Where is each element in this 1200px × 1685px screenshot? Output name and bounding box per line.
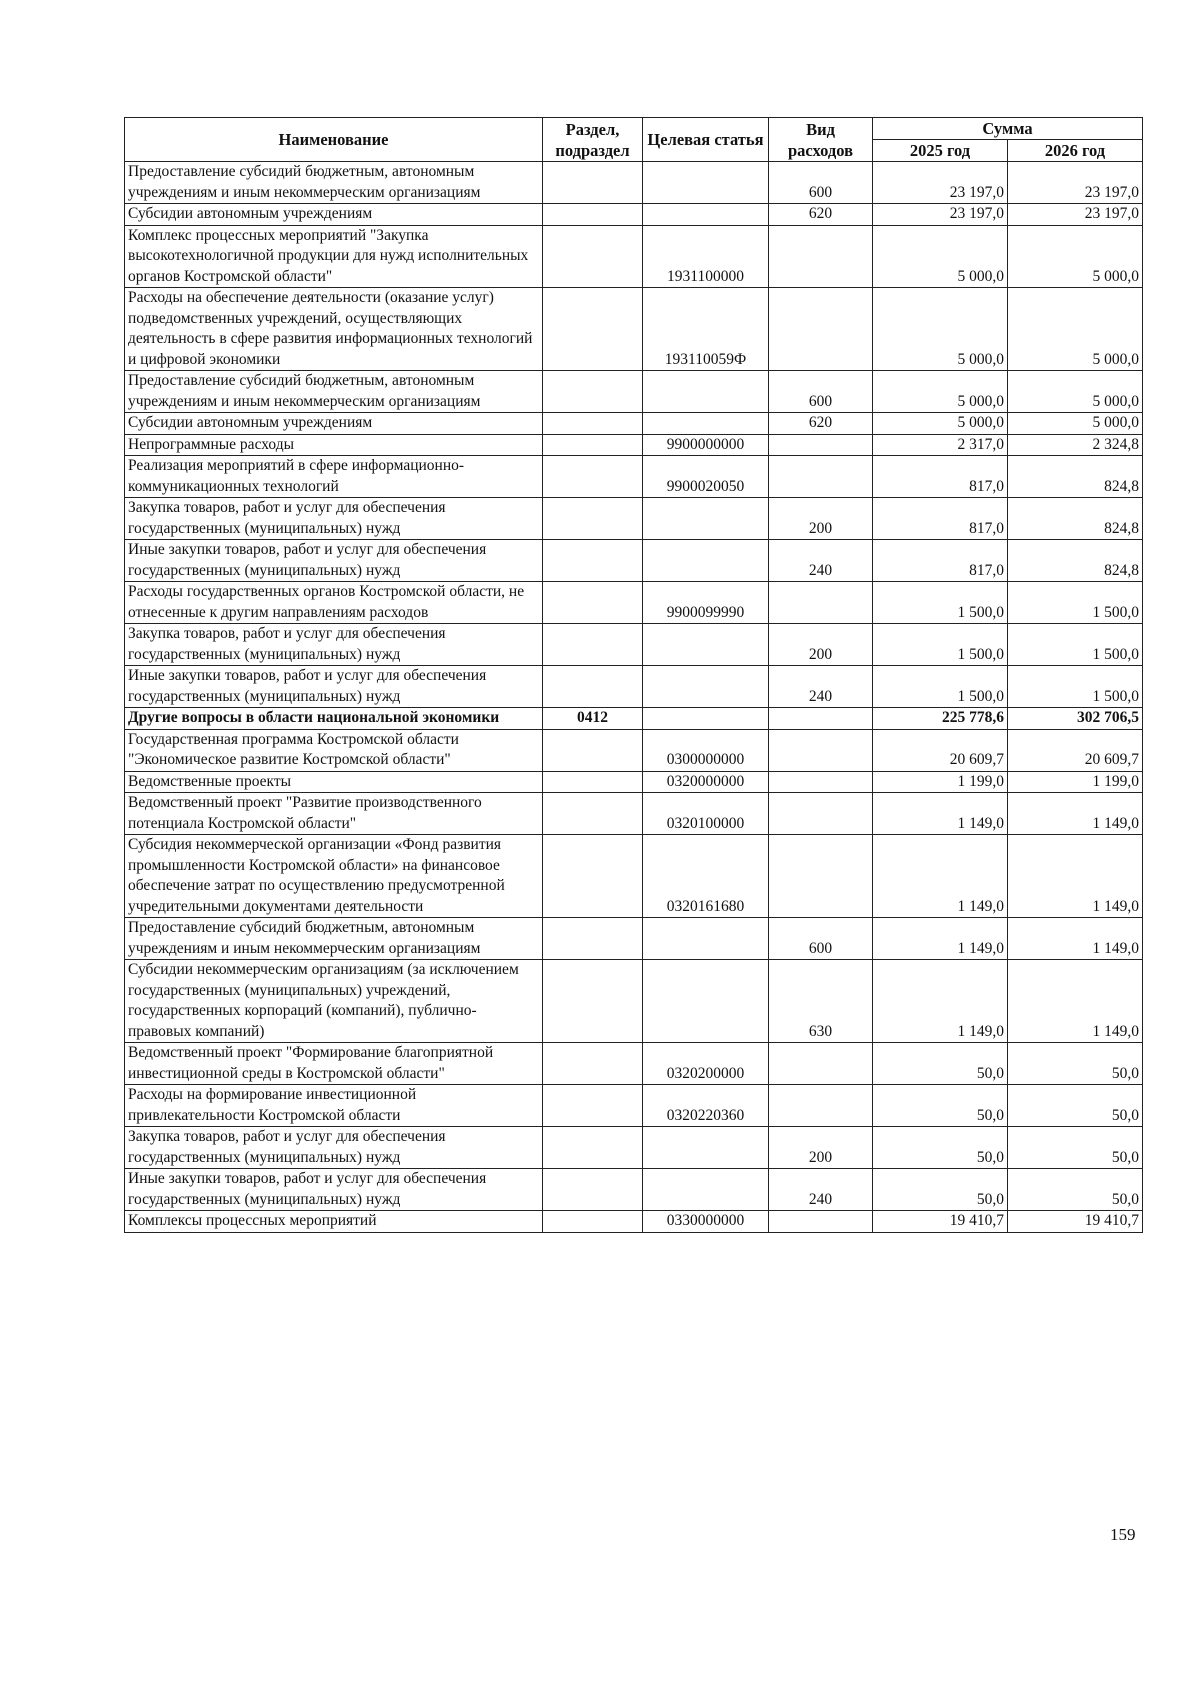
cell-section	[543, 960, 643, 1043]
cell-target: 0320100000	[643, 793, 769, 835]
cell-name: Другие вопросы в области национальной экономики	[125, 708, 543, 730]
cell-section	[543, 835, 643, 918]
cell-target	[643, 1127, 769, 1169]
cell-kind: 200	[769, 498, 873, 540]
cell-kind	[769, 582, 873, 624]
cell-2026: 1 199,0	[1008, 771, 1143, 793]
cell-section	[543, 456, 643, 498]
cell-name: Закупка товаров, работ и услуг для обеспечения государственных (муниципальных) нужд	[125, 624, 543, 666]
table-row	[125, 793, 1143, 835]
cell-target: 9900020050	[643, 456, 769, 498]
table-row	[125, 225, 1143, 288]
header-target: Целевая статья	[643, 118, 769, 162]
cell-target: 193110059Ф	[643, 288, 769, 371]
cell-2026: 5 000,0	[1008, 371, 1143, 413]
cell-kind	[769, 771, 873, 793]
cell-target	[643, 162, 769, 204]
table-row	[125, 162, 1143, 204]
cell-section	[543, 371, 643, 413]
cell-section: 0412	[543, 708, 643, 730]
cell-2025: 1 500,0	[873, 624, 1008, 666]
header-sum: Сумма	[873, 118, 1143, 140]
cell-section	[543, 1043, 643, 1085]
cell-2026: 50,0	[1008, 1169, 1143, 1211]
table-row	[125, 918, 1143, 960]
cell-name: Предоставление субсидий бюджетным, автономным учреждениям и иным некоммерческим организациям	[125, 371, 543, 413]
table-row	[125, 413, 1143, 435]
cell-2026: 1 149,0	[1008, 835, 1143, 918]
page-number: 159	[1110, 1525, 1136, 1544]
cell-2025: 817,0	[873, 456, 1008, 498]
cell-2026: 1 149,0	[1008, 918, 1143, 960]
cell-kind: 200	[769, 624, 873, 666]
cell-2025: 5 000,0	[873, 371, 1008, 413]
cell-2026: 1 500,0	[1008, 582, 1143, 624]
cell-name: Иные закупки товаров, работ и услуг для обеспечения государственных (муниципальных) нужд	[125, 540, 543, 582]
cell-2025: 225 778,6	[873, 708, 1008, 730]
cell-target	[643, 1169, 769, 1211]
cell-2025: 817,0	[873, 498, 1008, 540]
cell-section	[543, 434, 643, 456]
cell-2026: 50,0	[1008, 1127, 1143, 1169]
cell-2026: 23 197,0	[1008, 162, 1143, 204]
cell-2025: 20 609,7	[873, 729, 1008, 771]
cell-section	[543, 1169, 643, 1211]
cell-2026: 1 500,0	[1008, 666, 1143, 708]
cell-target	[643, 918, 769, 960]
table-row	[125, 960, 1143, 1043]
header-year-2025: 2025 год	[873, 140, 1008, 162]
table-row	[125, 1085, 1143, 1127]
cell-kind: 200	[769, 1127, 873, 1169]
cell-2026: 824,8	[1008, 498, 1143, 540]
cell-2025: 50,0	[873, 1085, 1008, 1127]
cell-2026: 50,0	[1008, 1085, 1143, 1127]
table-row	[125, 582, 1143, 624]
cell-name: Ведомственные проекты	[125, 771, 543, 793]
cell-kind	[769, 288, 873, 371]
table-row	[125, 708, 1143, 730]
cell-section	[543, 1127, 643, 1169]
cell-kind	[769, 708, 873, 730]
cell-section	[543, 413, 643, 435]
cell-2025: 1 149,0	[873, 793, 1008, 835]
cell-2025: 50,0	[873, 1043, 1008, 1085]
cell-2026: 20 609,7	[1008, 729, 1143, 771]
cell-section	[543, 624, 643, 666]
cell-2025: 50,0	[873, 1169, 1008, 1211]
cell-target	[643, 413, 769, 435]
header-year-2026: 2026 год	[1008, 140, 1143, 162]
cell-name: Субсидии некоммерческим организациям (за исключением государственных (муниципальных) учреждений, государственных корпораций (компаний), публично-правовых компаний)	[125, 960, 543, 1043]
cell-name: Иные закупки товаров, работ и услуг для обеспечения государственных (муниципальных) нужд	[125, 1169, 543, 1211]
budget-table	[124, 117, 1143, 1233]
cell-section	[543, 1211, 643, 1233]
cell-target: 0330000000	[643, 1211, 769, 1233]
cell-kind: 240	[769, 1169, 873, 1211]
cell-2025: 23 197,0	[873, 162, 1008, 204]
cell-kind: 600	[769, 371, 873, 413]
cell-section	[543, 771, 643, 793]
cell-name: Расходы на формирование инвестиционной привлекательности Костромской области	[125, 1085, 543, 1127]
cell-target: 0300000000	[643, 729, 769, 771]
cell-2025: 23 197,0	[873, 204, 1008, 226]
cell-section	[543, 540, 643, 582]
cell-2025: 1 500,0	[873, 582, 1008, 624]
cell-target: 9900000000	[643, 434, 769, 456]
cell-name: Расходы на обеспечение деятельности (оказание услуг) подведомственных учреждений, осуществляющих деятельность в сфере развития информационных технологий и цифровой экономики	[125, 288, 543, 371]
cell-section	[543, 288, 643, 371]
cell-name: Государственная программа Костромской области "Экономическое развитие Костромской области"	[125, 729, 543, 771]
cell-kind	[769, 729, 873, 771]
cell-2026: 824,8	[1008, 456, 1143, 498]
cell-2025: 5 000,0	[873, 288, 1008, 371]
cell-kind: 630	[769, 960, 873, 1043]
cell-target	[643, 624, 769, 666]
table-header	[125, 118, 1143, 162]
cell-target: 1931100000	[643, 225, 769, 288]
cell-name: Ведомственный проект "Формирование благоприятной инвестиционной среды в Костромской области"	[125, 1043, 543, 1085]
cell-target	[643, 204, 769, 226]
cell-section	[543, 666, 643, 708]
cell-section	[543, 162, 643, 204]
cell-name: Закупка товаров, работ и услуг для обеспечения государственных (муниципальных) нужд	[125, 1127, 543, 1169]
cell-target: 0320000000	[643, 771, 769, 793]
cell-2026: 1 149,0	[1008, 793, 1143, 835]
table-row	[125, 498, 1143, 540]
cell-2026: 302 706,5	[1008, 708, 1143, 730]
cell-2026: 5 000,0	[1008, 413, 1143, 435]
table-row	[125, 729, 1143, 771]
cell-section	[543, 1085, 643, 1127]
cell-target: 9900099990	[643, 582, 769, 624]
cell-name: Закупка товаров, работ и услуг для обеспечения государственных (муниципальных) нужд	[125, 498, 543, 540]
cell-2026: 824,8	[1008, 540, 1143, 582]
cell-name: Ведомственный проект "Развитие производственного потенциала Костромской области"	[125, 793, 543, 835]
table-row	[125, 456, 1143, 498]
header-name: Наименование	[125, 118, 543, 162]
cell-2025: 817,0	[873, 540, 1008, 582]
cell-kind	[769, 835, 873, 918]
cell-2025: 1 149,0	[873, 960, 1008, 1043]
cell-kind: 240	[769, 666, 873, 708]
cell-name: Комплекс процессных мероприятий "Закупка высокотехнологичной продукции для нужд исполнительных органов Костромской области"	[125, 225, 543, 288]
cell-2025: 50,0	[873, 1127, 1008, 1169]
cell-2026: 50,0	[1008, 1043, 1143, 1085]
table-row	[125, 204, 1143, 226]
table-row	[125, 371, 1143, 413]
cell-name: Непрограммные расходы	[125, 434, 543, 456]
cell-target	[643, 498, 769, 540]
table-row	[125, 666, 1143, 708]
cell-2025: 1 199,0	[873, 771, 1008, 793]
table-row	[125, 434, 1143, 456]
table-row	[125, 1043, 1143, 1085]
cell-name: Субсидии автономным учреждениям	[125, 204, 543, 226]
cell-kind	[769, 434, 873, 456]
cell-kind: 600	[769, 918, 873, 960]
cell-2026: 23 197,0	[1008, 204, 1143, 226]
cell-section	[543, 582, 643, 624]
header-kind: Вид расходов	[769, 118, 873, 162]
cell-2026: 2 324,8	[1008, 434, 1143, 456]
cell-kind: 620	[769, 413, 873, 435]
cell-name: Комплексы процессных мероприятий	[125, 1211, 543, 1233]
cell-kind: 240	[769, 540, 873, 582]
cell-name: Предоставление субсидий бюджетным, автономным учреждениям и иным некоммерческим организациям	[125, 918, 543, 960]
header-section: Раздел, подраздел	[543, 118, 643, 162]
table-row	[125, 288, 1143, 371]
cell-name: Субсидия некоммерческой организации «Фонд развития промышленности Костромской области» на финансовое обеспечение затрат по осуществлению предусмотренной учредительными документами деятельности	[125, 835, 543, 918]
cell-2026: 1 149,0	[1008, 960, 1143, 1043]
cell-target	[643, 708, 769, 730]
cell-kind: 600	[769, 162, 873, 204]
cell-section	[543, 225, 643, 288]
table-row	[125, 835, 1143, 918]
cell-name: Субсидии автономным учреждениям	[125, 413, 543, 435]
cell-kind: 620	[769, 204, 873, 226]
cell-kind	[769, 1043, 873, 1085]
cell-target	[643, 960, 769, 1043]
table-row	[125, 540, 1143, 582]
cell-2026: 19 410,7	[1008, 1211, 1143, 1233]
cell-2025: 5 000,0	[873, 225, 1008, 288]
cell-2025: 1 149,0	[873, 835, 1008, 918]
cell-2026: 5 000,0	[1008, 225, 1143, 288]
cell-2026: 1 500,0	[1008, 624, 1143, 666]
cell-name: Реализация мероприятий в сфере информационно-коммуникационных технологий	[125, 456, 543, 498]
cell-2025: 1 149,0	[873, 918, 1008, 960]
cell-2025: 19 410,7	[873, 1211, 1008, 1233]
cell-kind	[769, 1211, 873, 1233]
cell-target: 0320200000	[643, 1043, 769, 1085]
cell-2025: 5 000,0	[873, 413, 1008, 435]
table-row	[125, 1211, 1143, 1233]
cell-name: Предоставление субсидий бюджетным, автономным учреждениям и иным некоммерческим организациям	[125, 162, 543, 204]
cell-kind	[769, 1085, 873, 1127]
cell-name: Расходы государственных органов Костромской области, не отнесенные к другим направлениям расходов	[125, 582, 543, 624]
cell-2025: 2 317,0	[873, 434, 1008, 456]
cell-target: 0320220360	[643, 1085, 769, 1127]
cell-kind	[769, 456, 873, 498]
cell-kind	[769, 793, 873, 835]
cell-target: 0320161680	[643, 835, 769, 918]
cell-target	[643, 371, 769, 413]
cell-section	[543, 918, 643, 960]
table-row	[125, 1127, 1143, 1169]
cell-section	[543, 204, 643, 226]
table-row	[125, 1169, 1143, 1211]
cell-2026: 5 000,0	[1008, 288, 1143, 371]
cell-section	[543, 498, 643, 540]
cell-target	[643, 540, 769, 582]
cell-name: Иные закупки товаров, работ и услуг для обеспечения государственных (муниципальных) нужд	[125, 666, 543, 708]
cell-kind	[769, 225, 873, 288]
cell-target	[643, 666, 769, 708]
table-body	[125, 162, 1143, 1233]
table-row	[125, 771, 1143, 793]
cell-section	[543, 793, 643, 835]
table-row	[125, 624, 1143, 666]
cell-section	[543, 729, 643, 771]
cell-2025: 1 500,0	[873, 666, 1008, 708]
